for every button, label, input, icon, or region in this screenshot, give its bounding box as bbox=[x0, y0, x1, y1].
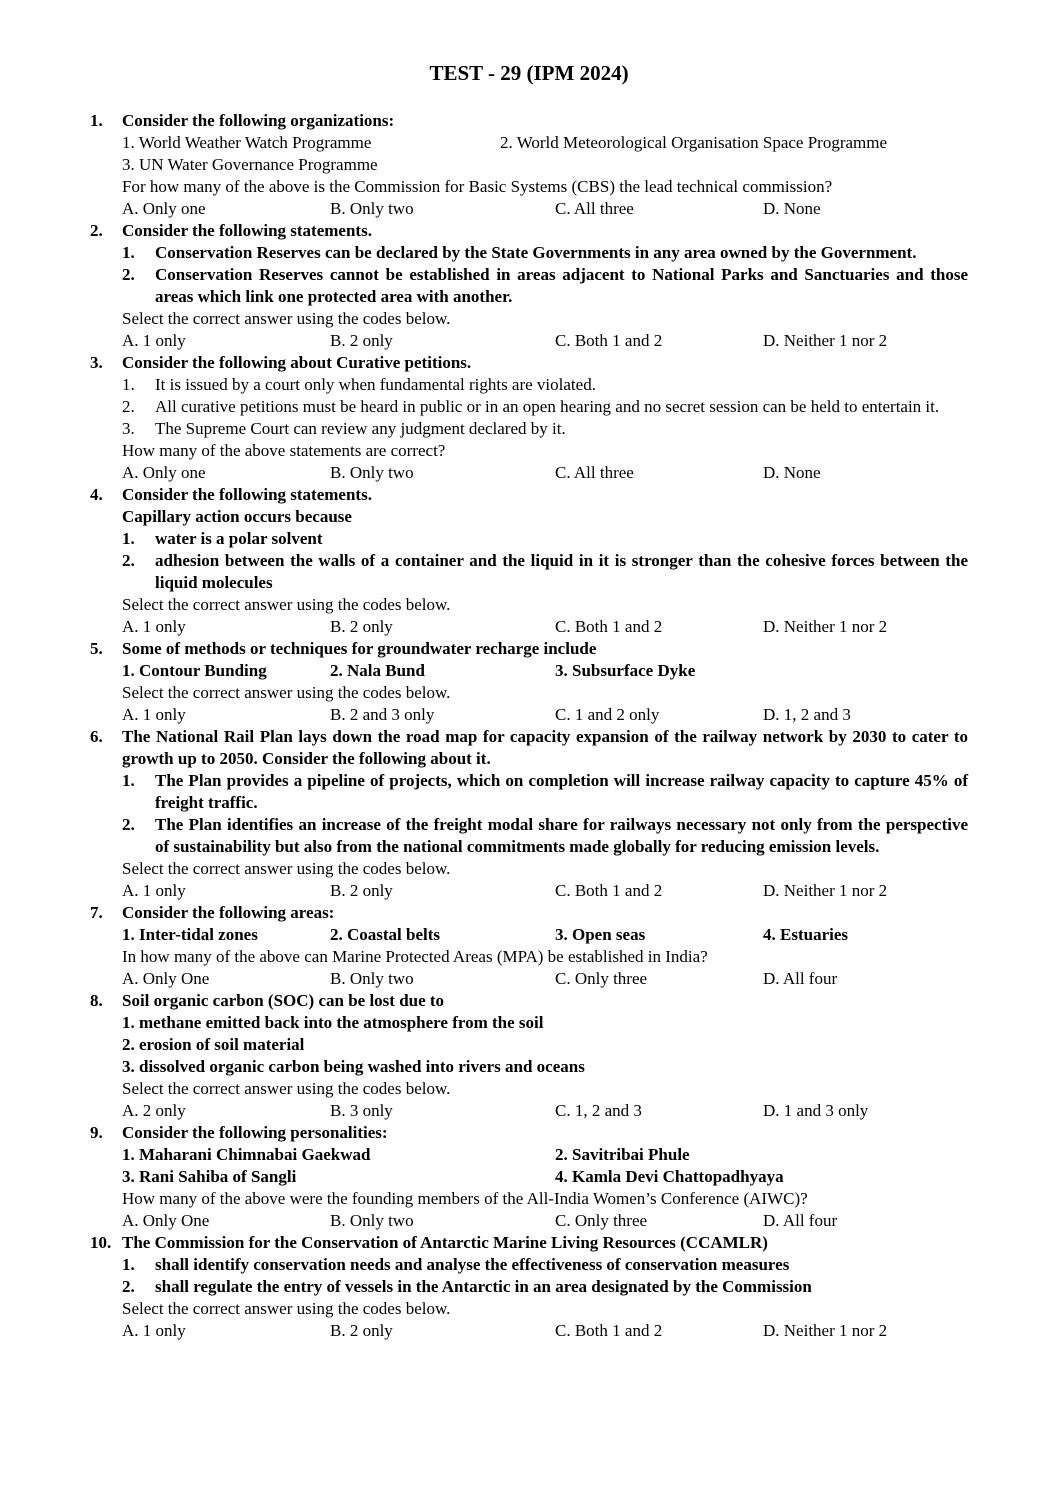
question-number: 2. bbox=[90, 221, 103, 240]
option: B. Only two bbox=[330, 463, 414, 482]
question-number: 8. bbox=[90, 991, 103, 1010]
statement-number: 2. bbox=[122, 551, 135, 570]
question-body bbox=[122, 638, 968, 726]
question-stem: Consider the following statements. bbox=[122, 485, 372, 504]
question-stem: Consider the following about Curative petitions. bbox=[122, 353, 472, 372]
question-stem: Soil organic carbon (SOC) can be lost due to bbox=[122, 991, 445, 1010]
option: D. All four bbox=[763, 969, 838, 988]
question-text-line: 3. UN Water Governance Programme bbox=[122, 155, 378, 174]
question bbox=[0, 638, 1058, 726]
options-row bbox=[122, 1320, 968, 1342]
question bbox=[0, 1232, 1058, 1342]
option: A. Only One bbox=[122, 1211, 210, 1230]
list-item: 4. Estuaries bbox=[763, 925, 848, 944]
list-item: 2. World Meteorological Organisation Space Programme bbox=[500, 133, 888, 152]
statement-number: 2. bbox=[122, 397, 135, 416]
question-text-line: Select the correct answer using the codes below. bbox=[122, 859, 451, 878]
option: D. Neither 1 nor 2 bbox=[763, 331, 888, 350]
option: B. 3 only bbox=[330, 1101, 393, 1120]
statement-number: 2. bbox=[122, 1277, 135, 1296]
list-item: 4. Kamla Devi Chattopadhyaya bbox=[555, 1167, 784, 1186]
list-item: 1. Maharani Chimnabai Gaekwad bbox=[122, 1145, 371, 1164]
question-body bbox=[122, 1122, 968, 1232]
list-item: 2. Nala Bund bbox=[330, 661, 425, 680]
option: C. Only three bbox=[555, 969, 648, 988]
option: B. 2 and 3 only bbox=[330, 705, 435, 724]
option: B. 2 only bbox=[330, 331, 393, 350]
option: B. 2 only bbox=[330, 1321, 393, 1340]
list-item: 2. Savitribai Phule bbox=[555, 1145, 690, 1164]
question bbox=[0, 484, 1058, 638]
statement-text: Conservation Reserves can be declared by the State Governments in any area owned by the Government. bbox=[155, 243, 917, 262]
question-number: 7. bbox=[90, 903, 103, 922]
question bbox=[0, 990, 1058, 1122]
option: A. Only one bbox=[122, 199, 206, 218]
statement-number: 1. bbox=[122, 243, 135, 262]
statement-text: The Plan provides a pipeline of projects, which on completion will increase railway capacity to capture 45% of freight traffic. bbox=[155, 771, 968, 812]
option: D. Neither 1 nor 2 bbox=[763, 1321, 888, 1340]
list-item: 2. Coastal belts bbox=[330, 925, 441, 944]
option: B. Only two bbox=[330, 199, 414, 218]
item-columns-row bbox=[122, 1144, 968, 1166]
statement-text: Conservation Reserves cannot be established in areas adjacent to National Parks and Sanctuaries and those areas which link one protected area with another. bbox=[155, 265, 968, 306]
question-number: 6. bbox=[90, 727, 103, 746]
question bbox=[0, 1122, 1058, 1232]
question-text-line: Select the correct answer using the codes below. bbox=[122, 683, 451, 702]
option: B. Only two bbox=[330, 1211, 414, 1230]
statement bbox=[122, 528, 968, 550]
question-stem: The National Rail Plan lays down the road map for capacity expansion of the railway network by 2030 to cater to growth up to 2050. Consider the following about it. bbox=[122, 727, 968, 768]
statement bbox=[122, 374, 968, 396]
options-row bbox=[122, 330, 968, 352]
statement bbox=[122, 396, 968, 418]
options-row bbox=[122, 968, 968, 990]
option: A. 1 only bbox=[122, 331, 186, 350]
question-text-line: Select the correct answer using the codes below. bbox=[122, 595, 451, 614]
statement bbox=[122, 418, 968, 440]
question-stem: Consider the following statements. bbox=[122, 221, 372, 240]
statement bbox=[122, 550, 968, 594]
option: C. 1, 2 and 3 bbox=[555, 1101, 642, 1120]
question-body bbox=[122, 1232, 968, 1342]
option: C. Both 1 and 2 bbox=[555, 617, 663, 636]
options-row bbox=[122, 616, 968, 638]
statement bbox=[122, 770, 968, 814]
option: D. 1, 2 and 3 bbox=[763, 705, 851, 724]
options-row bbox=[122, 880, 968, 902]
option: D. 1 and 3 only bbox=[763, 1101, 869, 1120]
list-item: 3. Subsurface Dyke bbox=[555, 661, 696, 680]
options-row bbox=[122, 1100, 968, 1122]
question-text-line: For how many of the above is the Commission for Basic Systems (CBS) the lead technical commission? bbox=[122, 177, 833, 196]
statement-number: 1. bbox=[122, 771, 135, 790]
question bbox=[0, 110, 1058, 220]
option: D. Neither 1 nor 2 bbox=[763, 881, 888, 900]
list-item: 3. Open seas bbox=[555, 925, 646, 944]
option: C. Both 1 and 2 bbox=[555, 881, 663, 900]
statement-number: 1. bbox=[122, 375, 135, 394]
option: A. Only One bbox=[122, 969, 210, 988]
page-title: TEST - 29 (IPM 2024) bbox=[429, 61, 629, 85]
options-row bbox=[122, 198, 968, 220]
option: B. Only two bbox=[330, 969, 414, 988]
question-text-line: 1. methane emitted back into the atmosphere from the soil bbox=[122, 1013, 544, 1032]
option: D. Neither 1 nor 2 bbox=[763, 617, 888, 636]
question-stem: Consider the following organizations: bbox=[122, 111, 395, 130]
question-body bbox=[122, 352, 968, 484]
list-item: 1. World Weather Watch Programme bbox=[122, 133, 372, 152]
question bbox=[0, 352, 1058, 484]
statement-number: 1. bbox=[122, 529, 135, 548]
options-row bbox=[122, 1210, 968, 1232]
questions-list bbox=[0, 110, 1058, 1342]
statement-text: The Plan identifies an increase of the freight modal share for railways necessary not only from the perspective of sustainability but also from the national commitments made globally for reducing emission levels. bbox=[155, 815, 968, 856]
question-text-line: 2. erosion of soil material bbox=[122, 1035, 305, 1054]
options-row bbox=[122, 462, 968, 484]
question bbox=[0, 220, 1058, 352]
statement-text: shall identify conservation needs and analyse the effectiveness of conservation measures bbox=[155, 1255, 790, 1274]
statement-number: 2. bbox=[122, 815, 135, 834]
statement-text: All curative petitions must be heard in public or in an open hearing and no secret session can be held to entertain it. bbox=[155, 397, 940, 416]
item-columns-row bbox=[122, 924, 968, 946]
item-columns-row bbox=[122, 1166, 968, 1188]
option: C. Both 1 and 2 bbox=[555, 1321, 663, 1340]
question-stem: The Commission for the Conservation of Antarctic Marine Living Resources (CCAMLR) bbox=[122, 1233, 768, 1252]
question-text-line: Select the correct answer using the codes below. bbox=[122, 309, 451, 328]
option: C. Both 1 and 2 bbox=[555, 331, 663, 350]
option: A. 1 only bbox=[122, 705, 186, 724]
question-number: 5. bbox=[90, 639, 103, 658]
statement-number: 3. bbox=[122, 419, 135, 438]
statement-text: It is issued by a court only when fundamental rights are violated. bbox=[155, 375, 596, 394]
question-number: 1. bbox=[90, 111, 103, 130]
question-text-line: Capillary action occurs because bbox=[122, 507, 352, 526]
statement bbox=[122, 264, 968, 308]
question-body bbox=[122, 902, 968, 990]
statement-number: 1. bbox=[122, 1255, 135, 1274]
question-number: 10. bbox=[90, 1233, 112, 1252]
option: C. All three bbox=[555, 199, 634, 218]
statement bbox=[122, 1276, 968, 1298]
statement bbox=[122, 814, 968, 858]
question-stem: Consider the following areas: bbox=[122, 903, 335, 922]
statement-text: water is a polar solvent bbox=[155, 529, 323, 548]
option: D. All four bbox=[763, 1211, 838, 1230]
question-body bbox=[122, 990, 968, 1122]
statement-text: adhesion between the walls of a container and the liquid in it is stronger than the cohesive forces between the liquid molecules bbox=[155, 551, 968, 592]
question-text-line: In how many of the above can Marine Protected Areas (MPA) be established in India? bbox=[122, 947, 708, 966]
statement-text: The Supreme Court can review any judgment declared by it. bbox=[155, 419, 566, 438]
option: C. 1 and 2 only bbox=[555, 705, 660, 724]
option: A. Only one bbox=[122, 463, 206, 482]
question-body bbox=[122, 726, 968, 902]
option: A. 1 only bbox=[122, 881, 186, 900]
option: D. None bbox=[763, 463, 821, 482]
options-row bbox=[122, 704, 968, 726]
option: B. 2 only bbox=[330, 881, 393, 900]
statement bbox=[122, 1254, 968, 1276]
statement-number: 2. bbox=[122, 265, 135, 284]
option: D. None bbox=[763, 199, 821, 218]
option: A. 2 only bbox=[122, 1101, 186, 1120]
question-text-line: Select the correct answer using the codes below. bbox=[122, 1299, 451, 1318]
question-text-line: How many of the above were the founding members of the All-India Women’s Conference (AIWC)? bbox=[122, 1189, 808, 1208]
question-text-line: How many of the above statements are correct? bbox=[122, 441, 446, 460]
list-item: 3. Rani Sahiba of Sangli bbox=[122, 1167, 297, 1186]
question-number: 9. bbox=[90, 1123, 103, 1142]
question-stem: Consider the following personalities: bbox=[122, 1123, 388, 1142]
question bbox=[0, 726, 1058, 902]
option: C. Only three bbox=[555, 1211, 648, 1230]
statement bbox=[122, 242, 968, 264]
question-number: 4. bbox=[90, 485, 103, 504]
question bbox=[0, 902, 1058, 990]
question-stem: Some of methods or techniques for groundwater recharge include bbox=[122, 639, 597, 658]
question-text-line: Select the correct answer using the codes below. bbox=[122, 1079, 451, 1098]
option: C. All three bbox=[555, 463, 634, 482]
option: A. 1 only bbox=[122, 617, 186, 636]
option: B. 2 only bbox=[330, 617, 393, 636]
list-item: 1. Inter-tidal zones bbox=[122, 925, 258, 944]
item-columns-row bbox=[122, 132, 968, 154]
question-body bbox=[122, 220, 968, 352]
question-number: 3. bbox=[90, 353, 103, 372]
question-text-line: 3. dissolved organic carbon being washed into rivers and oceans bbox=[122, 1057, 585, 1076]
statement-text: shall regulate the entry of vessels in the Antarctic in an area designated by the Commission bbox=[155, 1277, 812, 1296]
question-body bbox=[122, 110, 968, 220]
list-item: 1. Contour Bunding bbox=[122, 661, 267, 680]
item-columns-row bbox=[122, 660, 968, 682]
question-body bbox=[122, 484, 968, 638]
option: A. 1 only bbox=[122, 1321, 186, 1340]
